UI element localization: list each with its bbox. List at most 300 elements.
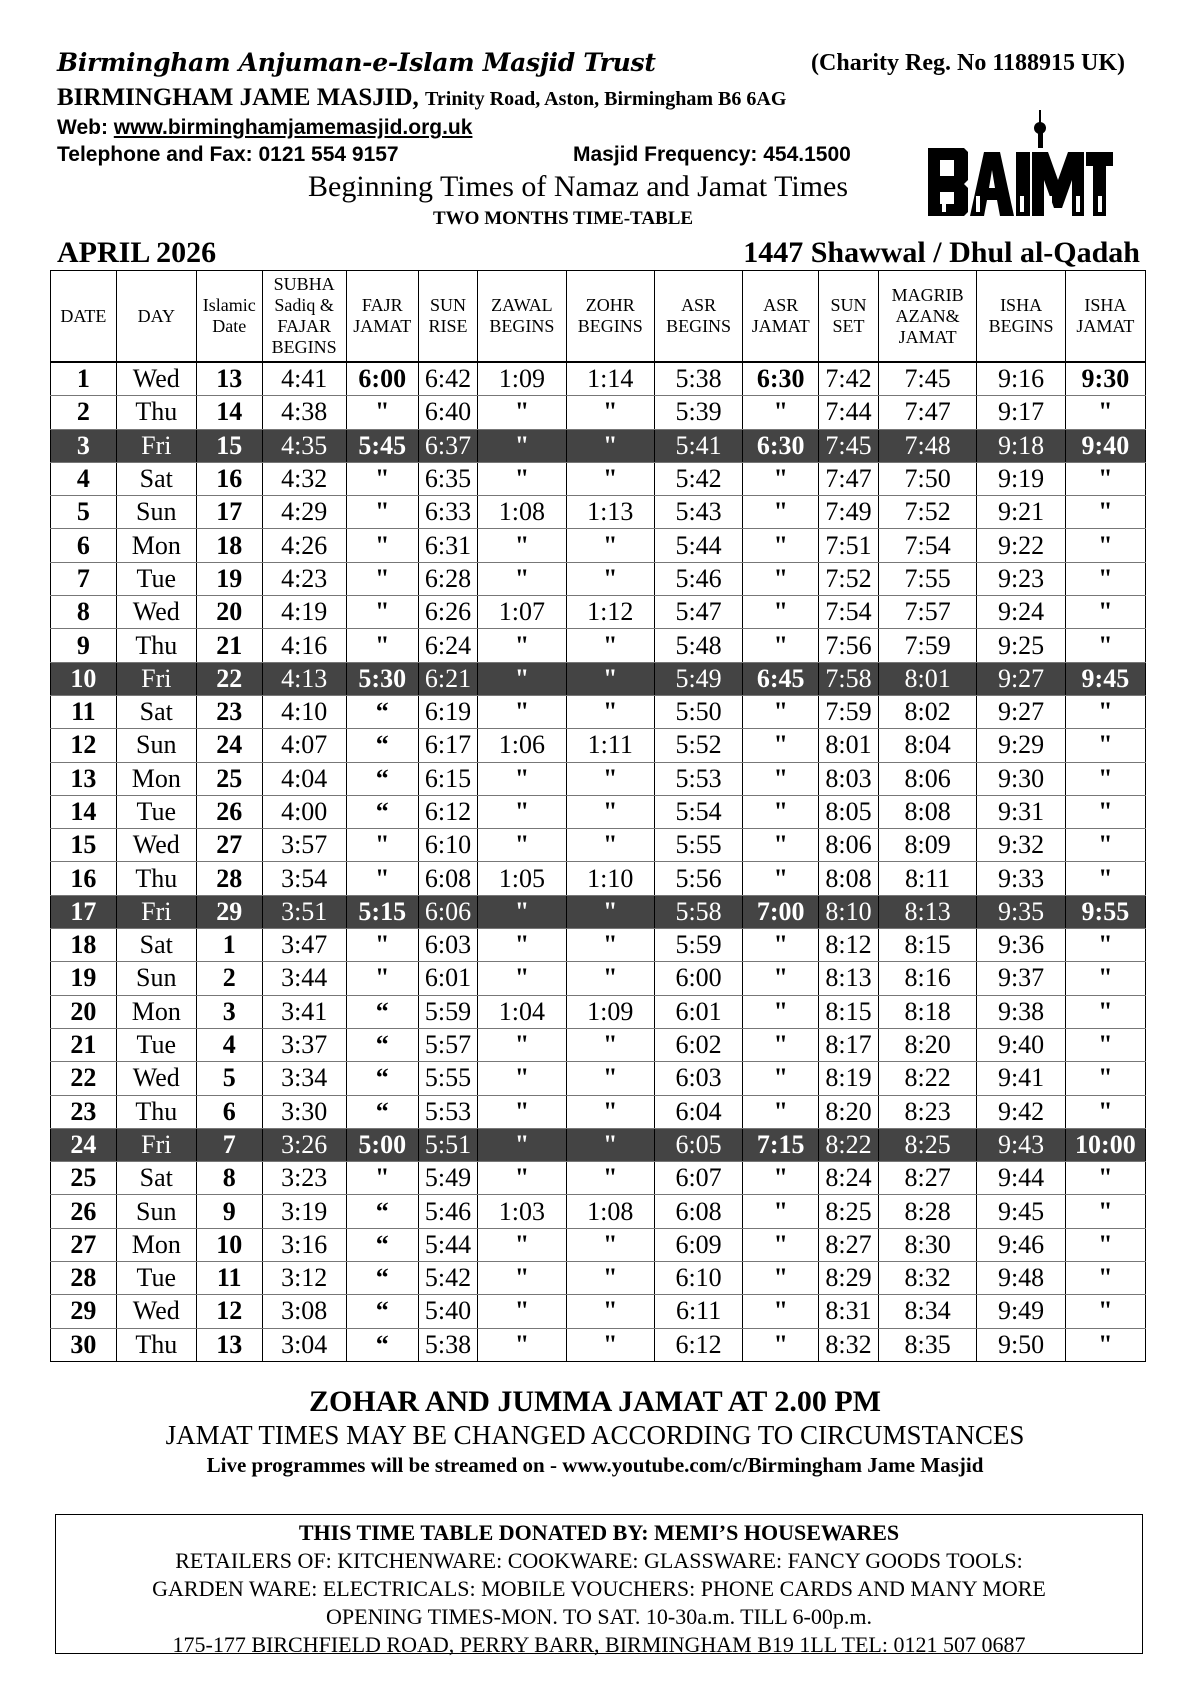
- table-cell: 6:08: [654, 1195, 742, 1228]
- table-cell: ": [346, 529, 418, 562]
- table-cell: 3:08: [262, 1295, 346, 1328]
- table-row: [51, 1195, 1146, 1228]
- table-cell: ": [1065, 1062, 1145, 1095]
- table-cell: 11: [196, 1262, 262, 1295]
- table-cell: 6:05: [654, 1128, 742, 1161]
- table-cell: ": [743, 829, 819, 862]
- column-header: SUBHA Sadiq & FAJAR BEGINS: [262, 271, 346, 363]
- table-cell: Mon: [116, 762, 196, 795]
- table-cell: 6:26: [418, 596, 478, 629]
- table-cell: 1:13: [566, 496, 654, 529]
- table-cell: Sun: [116, 729, 196, 762]
- table-cell: 8:03: [819, 762, 879, 795]
- table-cell: Sun: [116, 496, 196, 529]
- table-cell: 6:07: [654, 1162, 742, 1195]
- table-cell: 7:48: [878, 429, 977, 462]
- table-cell: ": [346, 1162, 418, 1195]
- table-cell: ": [478, 429, 566, 462]
- table-cell: ": [743, 1328, 819, 1361]
- table-cell: ": [566, 1095, 654, 1128]
- table-cell: ": [566, 929, 654, 962]
- donor-box: [55, 1514, 1143, 1657]
- table-cell: 6:10: [654, 1262, 742, 1295]
- table-cell: 9: [196, 1195, 262, 1228]
- table-cell: Thu: [116, 1328, 196, 1361]
- table-cell: Thu: [116, 1095, 196, 1128]
- table-cell: Thu: [116, 862, 196, 895]
- table-cell: 24: [51, 1128, 117, 1161]
- table-cell: 19: [196, 562, 262, 595]
- table-cell: “: [346, 729, 418, 762]
- table-cell: 18: [196, 529, 262, 562]
- table-cell: ": [478, 1028, 566, 1061]
- table-cell: 9:42: [977, 1095, 1065, 1128]
- table-cell: ": [478, 1328, 566, 1361]
- table-cell: 30: [51, 1328, 117, 1361]
- table-cell: 23: [51, 1095, 117, 1128]
- table-cell: Mon: [116, 995, 196, 1028]
- table-cell: 3:26: [262, 1128, 346, 1161]
- table-cell: 13: [196, 362, 262, 396]
- table-cell: ": [1065, 1028, 1145, 1061]
- table-cell: 3:34: [262, 1062, 346, 1095]
- table-cell: 8:06: [878, 762, 977, 795]
- table-row: [51, 529, 1146, 562]
- table-row: [51, 496, 1146, 529]
- table-cell: 5:00: [346, 1128, 418, 1161]
- table-row: [51, 1162, 1146, 1195]
- table-cell: ": [1065, 1095, 1145, 1128]
- table-cell: ": [743, 1162, 819, 1195]
- table-cell: Tue: [116, 562, 196, 595]
- table-cell: ": [743, 995, 819, 1028]
- table-cell: Wed: [116, 829, 196, 862]
- table-cell: 8:24: [819, 1162, 879, 1195]
- table-cell: ": [566, 662, 654, 695]
- donor-line: GARDEN WARE: ELECTRICALS: MOBILE VOUCHERS: PHONE CARDS AND MANY MORE: [152, 1576, 1046, 1601]
- table-cell: Wed: [116, 1295, 196, 1328]
- table-cell: 1: [51, 362, 117, 396]
- column-header: ASR JAMAT: [743, 271, 819, 363]
- table-cell: 7:44: [819, 396, 879, 429]
- table-cell: ": [1065, 1228, 1145, 1261]
- table-cell: ": [743, 862, 819, 895]
- table-cell: 6:37: [418, 429, 478, 462]
- table-cell: “: [346, 762, 418, 795]
- table-cell: 9:35: [977, 895, 1065, 928]
- table-cell: 10:00: [1065, 1128, 1145, 1161]
- table-cell: Sun: [116, 1195, 196, 1228]
- table-cell: ": [743, 1095, 819, 1128]
- table-cell: ": [478, 1162, 566, 1195]
- masjid-name: BIRMINGHAM JAME MASJID,: [57, 84, 419, 111]
- table-cell: 3:19: [262, 1195, 346, 1228]
- table-cell: Wed: [116, 596, 196, 629]
- table-cell: ": [743, 962, 819, 995]
- table-cell: “: [346, 695, 418, 728]
- table-cell: 8:18: [878, 995, 977, 1028]
- table-cell: 9:31: [977, 795, 1065, 828]
- table-cell: 6:06: [418, 895, 478, 928]
- table-cell: 8:31: [819, 1295, 879, 1328]
- table-cell: 5:57: [418, 1028, 478, 1061]
- table-cell: 27: [51, 1228, 117, 1261]
- table-cell: 16: [196, 462, 262, 495]
- table-cell: 5:49: [654, 662, 742, 695]
- donor-line: RETAILERS OF: KITCHENWARE: COOKWARE: GLASSWARE: FANCY GOODS TOOLS:: [175, 1548, 1023, 1573]
- table-cell: 8:30: [878, 1228, 977, 1261]
- table-cell: 9:50: [977, 1328, 1065, 1361]
- table-cell: 3:54: [262, 862, 346, 895]
- column-header: Islamic Date: [196, 271, 262, 363]
- table-cell: 20: [51, 995, 117, 1028]
- table-cell: ": [1065, 729, 1145, 762]
- table-cell: 6:19: [418, 695, 478, 728]
- table-cell: 6:12: [418, 795, 478, 828]
- table-cell: 4:16: [262, 629, 346, 662]
- trust-name: Birmingham Anjuman-e-Islam Masjid Trust: [57, 48, 656, 77]
- table-cell: 7:52: [878, 496, 977, 529]
- table-cell: 3:41: [262, 995, 346, 1028]
- table-cell: 4:00: [262, 795, 346, 828]
- table-cell: 6:12: [654, 1328, 742, 1361]
- table-cell: ": [743, 529, 819, 562]
- table-cell: 7:54: [819, 596, 879, 629]
- table-cell: 4:19: [262, 596, 346, 629]
- table-cell: 9:37: [977, 962, 1065, 995]
- table-cell: ": [1065, 1262, 1145, 1295]
- table-cell: 1:09: [478, 362, 566, 396]
- table-cell: 11: [51, 695, 117, 728]
- table-cell: 3:44: [262, 962, 346, 995]
- table-cell: 12: [51, 729, 117, 762]
- web-link[interactable]: www.birminghamjamemasjid.org.uk: [113, 116, 473, 139]
- table-cell: 9:45: [977, 1195, 1065, 1228]
- table-cell: 8:15: [878, 929, 977, 962]
- table-cell: ": [566, 1062, 654, 1095]
- table-cell: 5:38: [418, 1328, 478, 1361]
- table-cell: ": [1065, 596, 1145, 629]
- table-cell: 6:10: [418, 829, 478, 862]
- table-cell: 8: [196, 1162, 262, 1195]
- table-cell: 25: [51, 1162, 117, 1195]
- table-cell: Sat: [116, 1162, 196, 1195]
- table-cell: ": [743, 729, 819, 762]
- table-cell: 7:47: [819, 462, 879, 495]
- column-header: SUN RISE: [418, 271, 478, 363]
- table-cell: 5:52: [654, 729, 742, 762]
- table-cell: 8:25: [819, 1195, 879, 1228]
- table-cell: 8:29: [819, 1262, 879, 1295]
- table-row: [51, 895, 1146, 928]
- table-cell: 8:13: [878, 895, 977, 928]
- table-cell: 8:08: [878, 795, 977, 828]
- telephone: Telephone and Fax: 0121 554 9157: [57, 143, 399, 166]
- table-cell: 25: [196, 762, 262, 795]
- table-cell: 23: [196, 695, 262, 728]
- table-cell: ": [566, 795, 654, 828]
- table-cell: 8:02: [878, 695, 977, 728]
- table-cell: 4:10: [262, 695, 346, 728]
- table-cell: ": [743, 496, 819, 529]
- table-row: [51, 729, 1146, 762]
- table-cell: 9:49: [977, 1295, 1065, 1328]
- table-cell: 9:40: [1065, 429, 1145, 462]
- table-cell: 18: [51, 929, 117, 962]
- table-cell: 5:53: [418, 1095, 478, 1128]
- table-cell: 8:34: [878, 1295, 977, 1328]
- table-cell: 5:59: [654, 929, 742, 962]
- table-cell: 7:42: [819, 362, 879, 396]
- table-cell: ": [743, 1195, 819, 1228]
- table-cell: 7:57: [878, 596, 977, 629]
- table-cell: ": [566, 529, 654, 562]
- table-cell: 5:15: [346, 895, 418, 928]
- table-cell: 6:30: [743, 362, 819, 396]
- table-cell: 5:55: [418, 1062, 478, 1095]
- table-cell: 5:42: [654, 462, 742, 495]
- table-row: [51, 1128, 1146, 1161]
- table-cell: Sat: [116, 695, 196, 728]
- table-cell: 19: [51, 962, 117, 995]
- table-cell: ": [743, 1062, 819, 1095]
- table-cell: 5: [196, 1062, 262, 1095]
- table-cell: ": [1065, 1195, 1145, 1228]
- table-cell: ": [566, 462, 654, 495]
- table-cell: 6:01: [654, 995, 742, 1028]
- table-cell: 5:49: [418, 1162, 478, 1195]
- table-cell: ": [478, 762, 566, 795]
- table-row: [51, 429, 1146, 462]
- table-cell: ": [743, 1028, 819, 1061]
- table-cell: 5:48: [654, 629, 742, 662]
- table-cell: 7:50: [878, 462, 977, 495]
- page-title: Beginning Times of Namaz and Jamat Times: [308, 170, 848, 203]
- table-cell: 1:12: [566, 596, 654, 629]
- table-cell: ": [743, 1262, 819, 1295]
- table-row: [51, 929, 1146, 962]
- table-cell: 4:04: [262, 762, 346, 795]
- table-row: [51, 662, 1146, 695]
- table-row: [51, 1228, 1146, 1261]
- table-cell: ": [478, 1295, 566, 1328]
- table-cell: ": [478, 795, 566, 828]
- table-cell: “: [346, 1028, 418, 1061]
- table-cell: 6:08: [418, 862, 478, 895]
- table-cell: ": [1065, 795, 1145, 828]
- table-cell: 7:00: [743, 895, 819, 928]
- table-cell: 8:23: [878, 1095, 977, 1128]
- table-row: [51, 862, 1146, 895]
- table-cell: ": [743, 596, 819, 629]
- table-cell: 8:10: [819, 895, 879, 928]
- column-header: SUN SET: [819, 271, 879, 363]
- table-row: [51, 596, 1146, 629]
- table-cell: 5:42: [418, 1262, 478, 1295]
- table-cell: 15: [51, 829, 117, 862]
- table-cell: 5:44: [418, 1228, 478, 1261]
- table-cell: 1:04: [478, 995, 566, 1028]
- table-cell: ": [1065, 862, 1145, 895]
- table-row: [51, 562, 1146, 595]
- table-cell: 6:40: [418, 396, 478, 429]
- table-cell: 5:51: [418, 1128, 478, 1161]
- table-cell: 3:37: [262, 1028, 346, 1061]
- table-cell: 5:59: [418, 995, 478, 1028]
- table-cell: ": [743, 929, 819, 962]
- table-body: [51, 362, 1146, 1361]
- table-cell: 9:48: [977, 1262, 1065, 1295]
- table-cell: ": [478, 529, 566, 562]
- table-cell: “: [346, 1295, 418, 1328]
- table-cell: 8:32: [819, 1328, 879, 1361]
- table-cell: ": [566, 895, 654, 928]
- table-cell: ": [1065, 1162, 1145, 1195]
- table-cell: 9:25: [977, 629, 1065, 662]
- table-cell: ": [566, 1295, 654, 1328]
- table-cell: 9:29: [977, 729, 1065, 762]
- table-cell: ": [1065, 629, 1145, 662]
- jumma-notice: ZOHAR AND JUMMA JAMAT AT 2.00 PM: [309, 1385, 881, 1418]
- table-cell: 8:13: [819, 962, 879, 995]
- table-row: [51, 396, 1146, 429]
- charity-number: (Charity Reg. No 1188915 UK): [811, 50, 1125, 76]
- table-cell: 5:38: [654, 362, 742, 396]
- table-cell: “: [346, 1228, 418, 1261]
- table-cell: ": [1065, 962, 1145, 995]
- table-cell: 7:54: [878, 529, 977, 562]
- table-cell: ": [346, 962, 418, 995]
- table-cell: 1:08: [478, 496, 566, 529]
- table-row: [51, 795, 1146, 828]
- table-cell: 8:22: [819, 1128, 879, 1161]
- table-cell: 29: [51, 1295, 117, 1328]
- table-cell: 5:58: [654, 895, 742, 928]
- table-cell: “: [346, 1328, 418, 1361]
- table-cell: ": [566, 1328, 654, 1361]
- table-cell: 8:17: [819, 1028, 879, 1061]
- jamat-change-notice: JAMAT TIMES MAY BE CHANGED ACCORDING TO CIRCUMSTANCES: [165, 1420, 1025, 1450]
- table-cell: 3: [51, 429, 117, 462]
- table-cell: Tue: [116, 1262, 196, 1295]
- table-cell: ": [743, 695, 819, 728]
- table-row: [51, 962, 1146, 995]
- table-cell: Mon: [116, 1228, 196, 1261]
- table-cell: 8:27: [878, 1162, 977, 1195]
- trust-logo: [928, 100, 1113, 218]
- table-cell: ": [743, 462, 819, 495]
- table-cell: ": [1065, 762, 1145, 795]
- table-cell: 3:30: [262, 1095, 346, 1128]
- table-cell: “: [346, 1095, 418, 1128]
- table-cell: ": [1065, 1295, 1145, 1328]
- table-cell: 7:56: [819, 629, 879, 662]
- table-cell: “: [346, 1195, 418, 1228]
- table-row: [51, 1062, 1146, 1095]
- table-cell: 9:33: [977, 862, 1065, 895]
- table-cell: “: [346, 795, 418, 828]
- table-cell: Mon: [116, 529, 196, 562]
- table-cell: 9:44: [977, 1162, 1065, 1195]
- table-cell: ": [566, 1028, 654, 1061]
- table-cell: 8:32: [878, 1262, 977, 1295]
- table-cell: 6:09: [654, 1228, 742, 1261]
- table-cell: 21: [51, 1028, 117, 1061]
- table-cell: 5:47: [654, 596, 742, 629]
- table-cell: ": [346, 596, 418, 629]
- table-cell: “: [346, 995, 418, 1028]
- table-cell: ": [346, 462, 418, 495]
- table-cell: 6:21: [418, 662, 478, 695]
- table-cell: ": [1065, 829, 1145, 862]
- table-cell: ": [346, 862, 418, 895]
- table-cell: 10: [196, 1228, 262, 1261]
- table-cell: 4:13: [262, 662, 346, 695]
- table-row: [51, 829, 1146, 862]
- table-cell: 8:05: [819, 795, 879, 828]
- column-header: ZAWAL BEGINS: [478, 271, 566, 363]
- table-cell: ": [743, 762, 819, 795]
- column-header: DAY: [116, 271, 196, 363]
- table-cell: 9:18: [977, 429, 1065, 462]
- table-cell: 2: [196, 962, 262, 995]
- table-cell: 8:04: [878, 729, 977, 762]
- table-cell: 6:45: [743, 662, 819, 695]
- table-cell: ": [1065, 396, 1145, 429]
- table-cell: 9:32: [977, 829, 1065, 862]
- table-cell: 6:00: [654, 962, 742, 995]
- column-header: ISHA BEGINS: [977, 271, 1065, 363]
- table-cell: 5:41: [654, 429, 742, 462]
- table-cell: ": [566, 762, 654, 795]
- table-cell: 12: [196, 1295, 262, 1328]
- table-cell: 8:12: [819, 929, 879, 962]
- table-cell: 5:54: [654, 795, 742, 828]
- table-cell: 3:47: [262, 929, 346, 962]
- table-cell: 27: [196, 829, 262, 862]
- table-cell: 6:01: [418, 962, 478, 995]
- column-header: DATE: [51, 271, 117, 363]
- table-cell: 5:39: [654, 396, 742, 429]
- table-cell: 22: [196, 662, 262, 695]
- table-cell: ": [566, 695, 654, 728]
- table-cell: ": [1065, 496, 1145, 529]
- table-cell: 1: [196, 929, 262, 962]
- page-subtitle: TWO MONTHS TIME-TABLE: [433, 208, 694, 229]
- table-cell: 6:11: [654, 1295, 742, 1328]
- table-cell: 6: [51, 529, 117, 562]
- table-cell: 9:55: [1065, 895, 1145, 928]
- table-cell: 6:28: [418, 562, 478, 595]
- table-row: [51, 1095, 1146, 1128]
- donor-line: OPENING TIMES-MON. TO SAT. 10-30a.m. TILL 6-00p.m.: [326, 1604, 872, 1629]
- table-cell: 26: [51, 1195, 117, 1228]
- table-cell: 5:44: [654, 529, 742, 562]
- table-cell: 8:01: [878, 662, 977, 695]
- table-cell: 26: [196, 795, 262, 828]
- table-cell: ": [566, 429, 654, 462]
- table-cell: 1:08: [566, 1195, 654, 1228]
- table-cell: 3:51: [262, 895, 346, 928]
- table-cell: 24: [196, 729, 262, 762]
- table-cell: 7:45: [878, 362, 977, 396]
- table-cell: ": [1065, 562, 1145, 595]
- table-cell: 17: [196, 496, 262, 529]
- month-label: APRIL 2026: [57, 236, 217, 269]
- table-cell: Tue: [116, 1028, 196, 1061]
- table-cell: 9:24: [977, 596, 1065, 629]
- table-cell: 9:38: [977, 995, 1065, 1028]
